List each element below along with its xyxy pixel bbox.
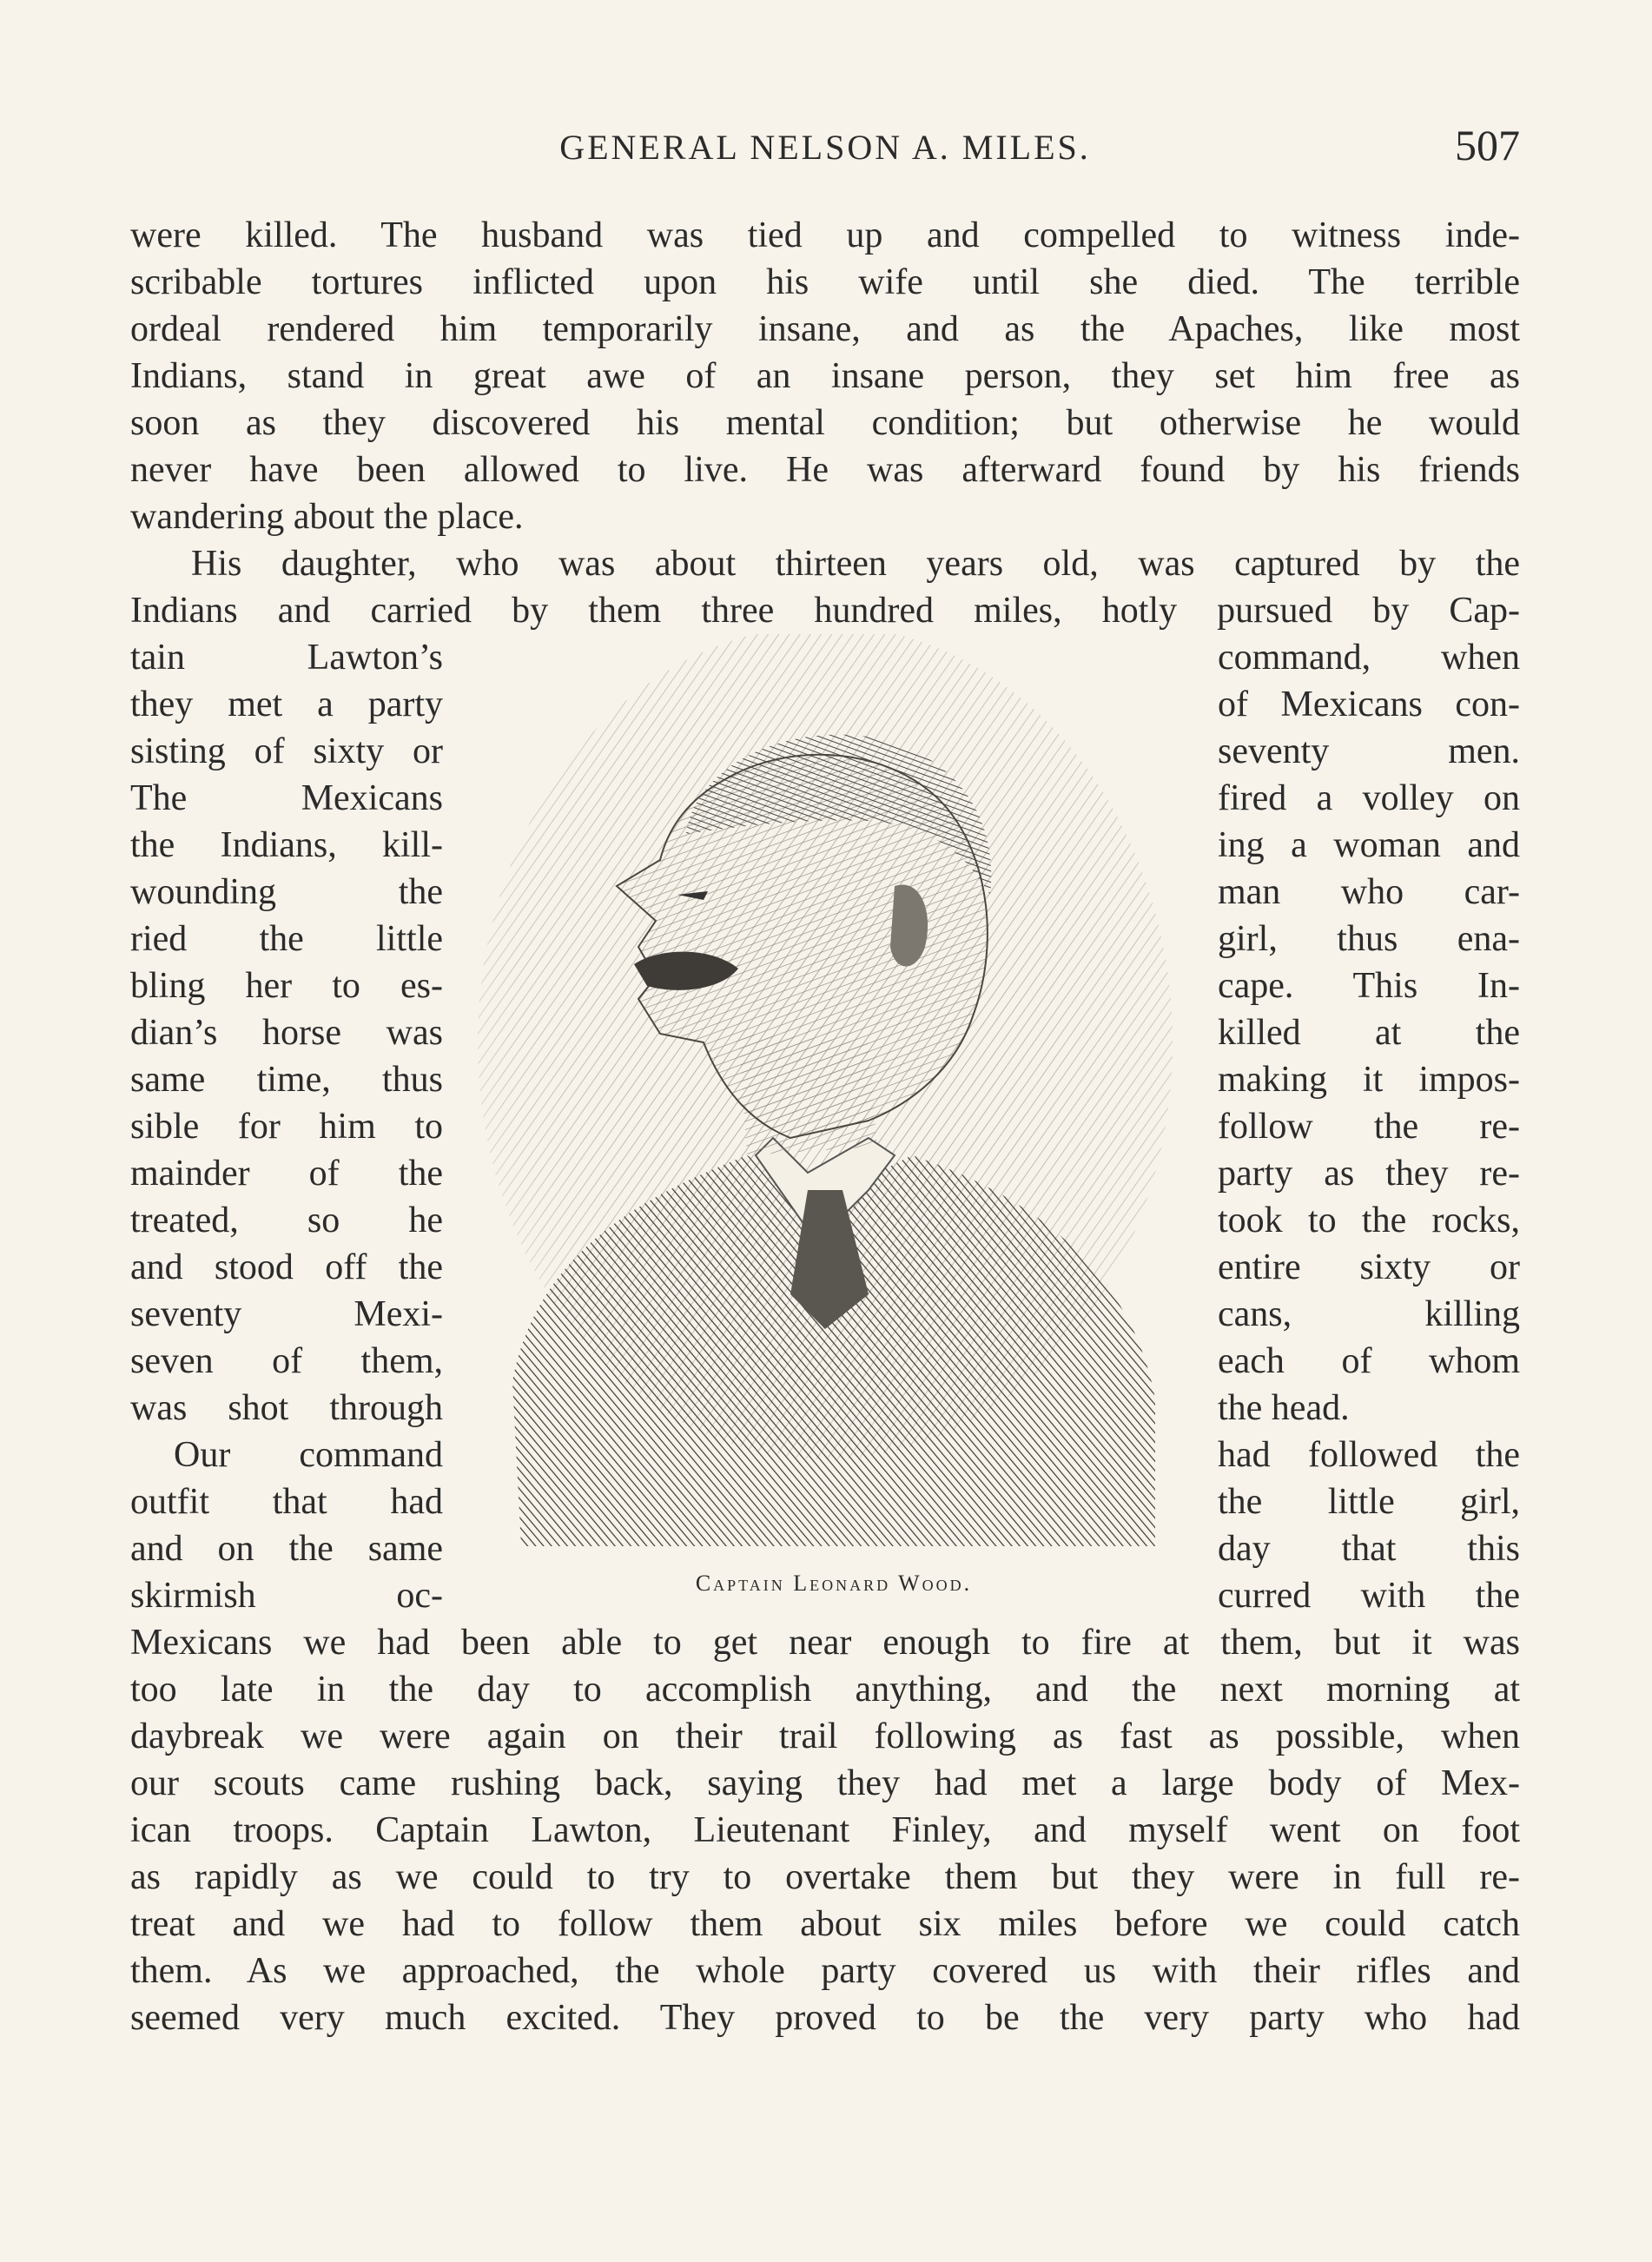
right-column-line: man who car- <box>1218 872 1520 912</box>
figure-caption: Captain Leonard Wood. <box>695 1571 973 1596</box>
left-column-line: was shot through <box>130 1388 443 1428</box>
portrait-engraving <box>460 634 1207 1572</box>
right-column-line: each of whom <box>1218 1341 1520 1381</box>
right-column-line: ing a woman and <box>1218 825 1520 865</box>
left-column-line: The Mexicans <box>130 778 443 818</box>
text-line: treat and we had to follow them about six miles before we could catch <box>130 1904 1520 1944</box>
text-line: Indians and carried by them three hundred miles, hotly pursued by Cap- <box>130 591 1520 631</box>
right-column-line: took to the rocks, <box>1218 1200 1520 1240</box>
left-column-line: mainder of the <box>130 1154 443 1194</box>
right-column-line: follow the re- <box>1218 1107 1520 1147</box>
text-line: them. As we approached, the whole party covered us with their rifles and <box>130 1951 1520 1991</box>
left-column-line: skirmish oc- <box>130 1576 443 1616</box>
right-column-line: the little girl, <box>1218 1482 1520 1522</box>
left-column-line: they met a party <box>130 685 443 724</box>
left-column-line: ried the little <box>130 919 443 959</box>
text-line: too late in the day to accomplish anything, and the next morning at <box>130 1670 1520 1710</box>
left-column-line: seven of them, <box>130 1341 443 1381</box>
left-column-line: same time, thus <box>130 1060 443 1100</box>
left-column-line: sisting of sixty or <box>130 731 443 771</box>
right-column-line: command, when <box>1218 638 1520 678</box>
text-line: His daughter, who was about thirteen years old, was captured by the <box>191 544 1520 584</box>
left-column-line: tain Lawton’s <box>130 638 443 678</box>
right-column-line: cape. This In- <box>1218 966 1520 1006</box>
right-column-line: the head. <box>1218 1388 1350 1428</box>
page-number: 507 <box>1455 121 1520 169</box>
text-line: ican troops. Captain Lawton, Lieutenant Finley, and myself went on foot <box>130 1810 1520 1850</box>
right-column-line: killed at the <box>1218 1013 1520 1053</box>
text-line: our scouts came rushing back, saying they had met a large body of Mex- <box>130 1763 1520 1803</box>
text-line: wandering about the place. <box>130 497 524 537</box>
left-column-line: dian’s horse was <box>130 1013 443 1053</box>
left-column-line: and stood off the <box>130 1247 443 1287</box>
running-title: GENERAL NELSON A. MILES. <box>559 128 1091 167</box>
text-line: Mexicans we had been able to get near enough to fire at them, but it was <box>130 1623 1520 1663</box>
left-column-line: bling her to es- <box>130 966 443 1006</box>
right-column-line: curred with the <box>1218 1576 1520 1616</box>
text-line: never have been allowed to live. He was afterward found by his friends <box>130 450 1520 490</box>
left-column-line: the Indians, kill- <box>130 825 443 865</box>
right-column-line: day that this <box>1218 1529 1520 1569</box>
left-column-line: outfit that had <box>130 1482 443 1522</box>
running-head <box>130 120 1520 172</box>
right-column-line: entire sixty or <box>1218 1247 1520 1287</box>
right-column-line: fired a volley on <box>1218 778 1520 818</box>
right-column-line: seventy men. <box>1218 731 1520 771</box>
text-line: soon as they discovered his mental condition; but otherwise he would <box>130 403 1520 443</box>
right-column-line: of Mexicans con- <box>1218 685 1520 724</box>
right-column-line: making it impos- <box>1218 1060 1520 1100</box>
text-line: as rapidly as we could to try to overtake them but they were in full re- <box>130 1857 1520 1897</box>
text-line: Indians, stand in great awe of an insane person, they set him free as <box>130 356 1520 396</box>
text-line: were killed. The husband was tied up and compelled to witness inde- <box>130 215 1520 255</box>
text-line: seemed very much excited. They proved to be the very party who had <box>130 1998 1520 2038</box>
right-column-line: girl, thus ena- <box>1218 919 1520 959</box>
right-column-line: party as they re- <box>1218 1154 1520 1194</box>
right-column-line: had followed the <box>1218 1435 1520 1475</box>
text-line: scribable tortures inflicted upon his wife until she died. The terrible <box>130 262 1520 302</box>
left-column-line: sible for him to <box>130 1107 443 1147</box>
left-column-line: seventy Mexi- <box>130 1294 443 1334</box>
left-column-line: wounding the <box>130 872 443 912</box>
left-column-line: treated, so he <box>130 1200 443 1240</box>
left-column-line: Our command <box>174 1435 443 1475</box>
left-column-line: and on the same <box>130 1529 443 1569</box>
text-line: daybreak we were again on their trail following as fast as possible, when <box>130 1716 1520 1756</box>
text-line: ordeal rendered him temporarily insane, and as the Apaches, like most <box>130 309 1520 349</box>
right-column-line: cans, killing <box>1218 1294 1520 1334</box>
